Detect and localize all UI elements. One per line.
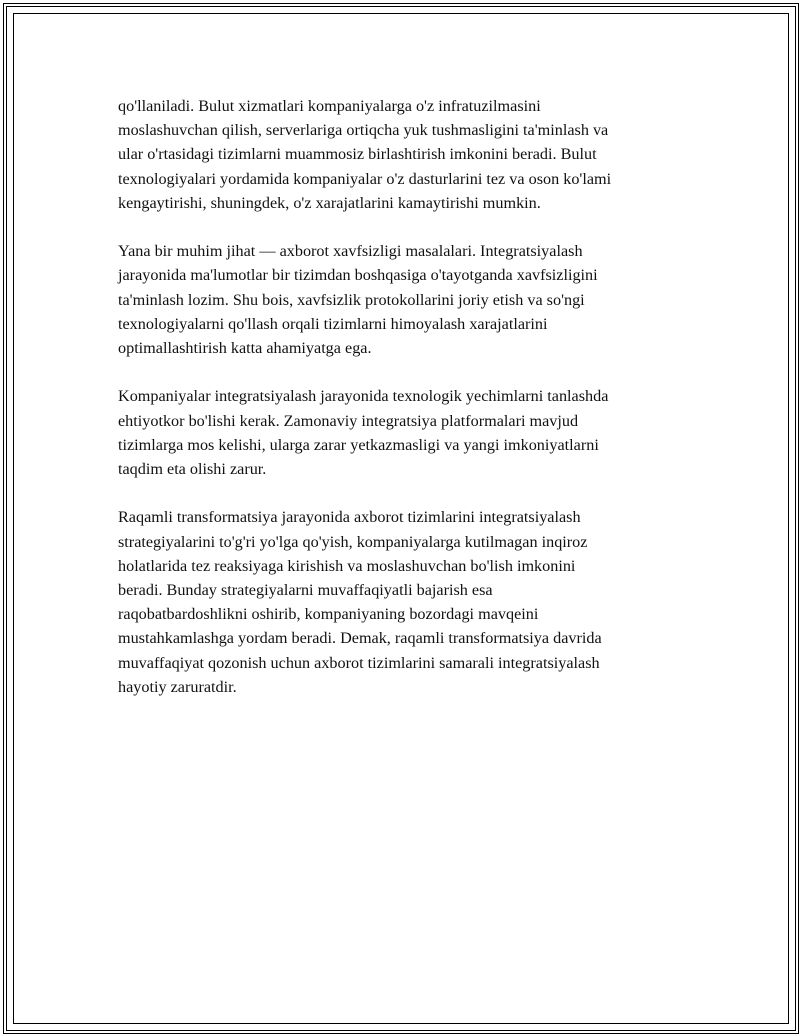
text-line: optimallashtirish katta ahamiyatga ega. bbox=[118, 339, 372, 358]
text-line: Yana bir muhim jihat — axborot xavfsizligi masalalari. Integratsiyalash bbox=[118, 242, 583, 261]
text-line: muvaffaqiyat qozonish uchun axborot tizimlarini samarali integratsiyalash bbox=[118, 653, 600, 672]
paragraph-4 bbox=[118, 505, 688, 699]
text-line: qo'llaniladi. Bulut xizmatlari kompaniyalarga o'z infratuzilmasini bbox=[118, 97, 541, 115]
text-line: jarayonida ma'lumotlar bir tizimdan boshqasiga o'tayotganda xavfsizligini bbox=[118, 266, 598, 285]
paragraph-2 bbox=[118, 239, 688, 360]
text-line: raqobatbardoshlikni oshirib, kompaniyaning bozordagi mavqeini bbox=[118, 605, 539, 624]
text-line: Raqamli transformatsiya jarayonida axborot tizimlarini integratsiyalash bbox=[118, 508, 581, 527]
text-line: kengaytirishi, shuningdek, o'z xarajatlarini kamaytirishi mumkin. bbox=[118, 193, 541, 212]
text-line: strategiyalarini to'g'ri yo'lga qo'yish, kompaniyalarga kutilmagan inqiroz bbox=[118, 532, 588, 551]
text-line: texnologiyalari yordamida kompaniyalar o'z dasturlarini tez va oson ko'lami bbox=[118, 169, 612, 188]
text-line: taqdim eta olishi zarur. bbox=[118, 460, 267, 479]
text-line: beradi. Bunday strategiyalarni muvaffaqiyatli bajarish esa bbox=[118, 581, 493, 600]
text-line: ehtiyotkor bo'lishi kerak. Zamonaviy integratsiya platformalari mavjud bbox=[118, 411, 579, 430]
text-line: texnologiyalarni qo'llash orqali tizimlarni himoyalash xarajatlarini bbox=[118, 314, 548, 333]
text-line: Kompaniyalar integratsiyalash jarayonida texnologik yechimlarni tanlashda bbox=[118, 387, 609, 406]
text-line: mustahkamlashga yordam beradi. Demak, raqamli transformatsiya davrida bbox=[118, 629, 602, 648]
document-body bbox=[118, 94, 688, 723]
text-line: hayotiy zaruratdir. bbox=[118, 677, 237, 696]
text-line: holatlarida tez reaksiyaga kirishish va moslashuvchan bo'lish imkonini bbox=[118, 556, 576, 575]
paragraph-3 bbox=[118, 384, 688, 481]
text-line: moslashuvchan qilish, serverlariga ortiqcha yuk tushmasligini ta'minlash va bbox=[118, 121, 609, 140]
paragraph-1 bbox=[118, 94, 688, 215]
text-line: tizimlarga mos kelishi, ularga zarar yetkazmasligi va yangi imkoniyatlarni bbox=[118, 435, 599, 454]
text-line: ular o'rtasidagi tizimlarni muammosiz birlashtirish imkonini beradi. Bulut bbox=[118, 145, 597, 164]
text-line: ta'minlash lozim. Shu bois, xavfsizlik protokollarini joriy etish va so'ngi bbox=[118, 290, 585, 309]
